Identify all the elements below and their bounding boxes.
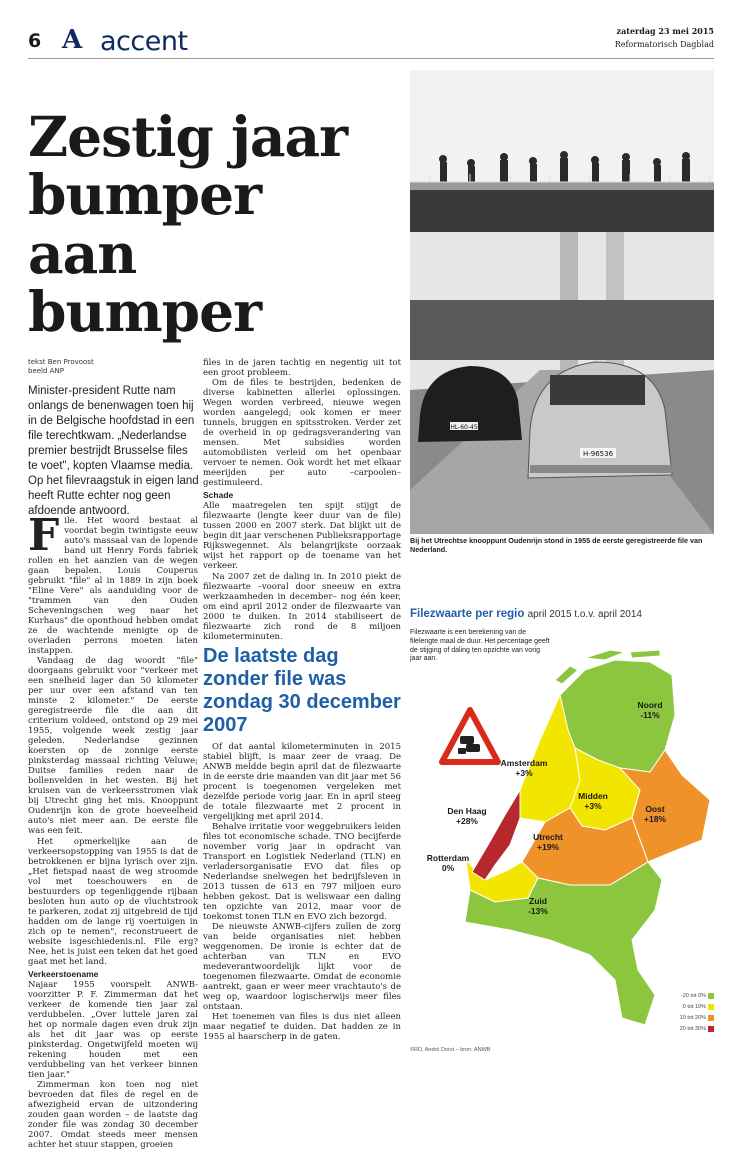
subheading: Verkeerstoename [28, 968, 99, 979]
label-oost-value: +18% [644, 814, 666, 824]
article-headline [28, 104, 398, 344]
label-rotterdam-name: Rotterdam [426, 853, 470, 863]
netherlands-map [410, 640, 714, 1035]
map-svg [410, 640, 714, 1035]
legend-label: 20 tot 30% [679, 1026, 706, 1032]
headline-line: aan [28, 220, 137, 286]
body-paragraph: Alle maatregelen ten spijt stijgt de filezwaarte (lengte keer duur van de file) tussen 2000 en 2007 sterk. Dat blijkt uit de begin dit jaar verschenen Publieksrapportage Rijkswegennet. Als belangrijkste oorzaak wijst het rapport op de toename van het verkeer. [203, 501, 401, 572]
graphic-credit: ©RD, André Dorst – bron: ANWB [410, 1047, 491, 1053]
license-plate-left: HL-60-45 [450, 424, 478, 431]
label-midden-value: +3% [584, 801, 602, 811]
label-amsterdam-value: +3% [515, 768, 533, 778]
body-paragraph: Om de files te bestrijden, bedenken de diverse kabinetten allerlei oplossingen. Wegen worden verbreed, nieuwe wegen worden aangelegd; ook komen er meer tunnels, bruggen en spitsstroken. Verder zet de overheid in op gedragsverandering van mensen. Met subsidies worden automobilisten verleid om het openbaar vervoer te nemen. Ook wordt het met elkaar meerijden per auto –carpoolen– gestimuleerd. [203, 378, 401, 489]
legend-label: 0 tot 10% [682, 1004, 706, 1010]
body-paragraph: Behalve irritatie voor weggebruikers leiden files tot economische schade. TNO becijferde november vorig jaar in opdracht van Transport en Logistiek Nederland (TLN) en verladersorganisatie EVO dat files op Nederlandse snelwegen het bedrijfsleven in 2013 tussen de 613 en 797 miljoen euro hebben gekost. Dat is weliswaar een daling ten opzichte van 2012, maar voor de toekomst tonen TLN en EVO zich bezorgd. [203, 822, 401, 923]
body-column-1 [28, 510, 198, 1150]
legend-swatch [708, 993, 714, 999]
body-paragraph: Of dat aantal kilometerminuten in 2015 stabiel blijft, is maar zeer de vraag. De ANWB meldde begin april dat de filezwaarte in de eerste drie maanden van dit jaar met 56 procent is toegenomen vergeleken met dezelfde periode vorig jaar. En in april steeg de totale filezwaarte met 2 procent in vergelijking met april 2014. [203, 742, 401, 823]
body-paragraph: Zimmerman kon toen nog niet bevroeden dat files de regel en de afwezigheid ervan de uitzondering zouden gaan worden – de laatste dag zonder file was zondag 30 december 2007. Omdat steeds meer mensen achter het stuur stappen, groeien [28, 1080, 198, 1150]
label-amsterdam-name: Amsterdam [500, 758, 548, 768]
article-intro: Minister-president Rutte nam onlangs de benenwagen toen hij in de Belgische hoofdstad in een file terechtkwam. „Nederlandse premier bestrijdt Brusselse files te voet", kopten Vlaamse media. Op het filevraagstuk in eigen land heeft Rutte echter nog geen afdoende antwoord. [28, 385, 199, 517]
traffic-jam-warning-icon [442, 710, 498, 762]
label-zuid-name: Zuid [529, 896, 547, 906]
legend-swatch [708, 1026, 714, 1032]
graphic-subtitle: april 2015 t.o.v. april 2014 [527, 609, 642, 620]
license-plate-right: H-96536 [582, 450, 614, 458]
headline-line: Zestig jaar [28, 104, 348, 169]
pull-quote: De laatste dag zonder file was zondag 30 december 2007 [203, 645, 401, 736]
graphic-description: Filezwaarte is een berekening van de filelengte maal de duur. Het percentage geeft de stijging of daling ten opzichte van vorig jaar aan. [410, 629, 550, 663]
body-paragraph: Het opmerkelijke aan de verkeersopstopping van 1955 is dat de betrokkenen er bijna lyrisch over zijn. „Het fietspad naast de weg stroomde vol met toeschouwers en de bestuurders op tegenliggende rijbaan besloten hun auto op de vluchtstrook te parkeren, zodat zij uitgebreid de tijd hadden om de lange rij voertuigen in zich op te nemen", reconstrueert de website isgeschiedenis.nl. File erg? Nee, het is juist een teken dat het goed gaat met het land. [28, 836, 198, 967]
body-paragraph: Het toenemen van files is dus niet alleen maar negatief te duiden. Dat hadden ze in 1955 al haarscherp in de gaten. [203, 1012, 401, 1043]
photo-illustration [410, 70, 714, 534]
legend-label: -20 tot 0% [680, 993, 706, 999]
newspaper-name: Reformatorisch Dagblad [614, 40, 714, 49]
header-rule [28, 58, 714, 59]
label-den-haag-value: +28% [456, 816, 478, 826]
label-zuid-value: -13% [528, 906, 548, 916]
section-title: accent [100, 26, 188, 57]
photo-caption: Bij het Utrechtse knooppunt Oudenrijn stond in 1955 de eerste geregistreerde file van Nederland. [410, 536, 703, 555]
region-den-haag [472, 790, 520, 880]
issue-date: zaterdag 23 mei 2015 [616, 26, 714, 36]
body-paragraph: Vandaag de dag woordt "file" doorgaans gebruikt voor "verkeer met een snelheid lager dan 50 kilometer per uur over een afstand van ten minste 2 kilometer." De eerste geregistreerde file die aan dit criterium voldeed, ontstond op 29 mei 1955, volgende week zestig jaar geleden. Nederlandse gezinnen koersten op de zonnige eerste pinksterdag massaal richting Veluwe; Duitse families reden naar de bollenvelden in het westen. Bij het kruisen van de verkeersstromen vlak bij Utrecht ging het mis. Knooppunt Oudenrijn kon de grote hoeveelheid auto's niet meer aan. De eerste file was een feit. [28, 656, 198, 837]
body-paragraph: ile. Het woord bestaat al voordat begin twintigste eeuw auto's massaal van de lopende band uit Henry Fords fabriek rollen en het aanzien van de wegen gaan bepalen. Louis Couperus gebruikt "file" al in 1889 in zijn boek "Eline Vere" als aanduiding voor de "trammen van den Ouden Scheveningschen weg naar het Kurhaus" die oponthoud hebben omdat ze de wachtende menigte op de overladen perrons moeten laten instappen. [28, 516, 198, 657]
legend-swatch [708, 1015, 714, 1021]
article-photo [410, 70, 714, 534]
photo-credit: beeld ANP [28, 367, 64, 375]
label-den-haag-name: Den Haag [447, 806, 487, 816]
legend-swatch [708, 1004, 714, 1010]
label-noord-name: Noord [637, 700, 663, 710]
headline-line: bumper [28, 278, 262, 344]
label-noord-value: -11% [640, 710, 660, 720]
label-oost-name: Oost [645, 804, 665, 814]
label-midden-name: Midden [578, 791, 608, 801]
headline-line: bumper [28, 162, 262, 228]
drop-cap: F [28, 510, 60, 561]
body-paragraph: Najaar 1955 voorspelt ANWB-voorzitter P. F. Zimmerman dat het verkeer de komende tien jaar zal verdubbelen. „Over luttele jaren zal het op normale dagen even druk zijn als het dit jaar was op eerste pinksterdag. Ongetwijfeld moeten wij rekening houden met een verdubbeling van het verkeer binnen tien jaar." [28, 979, 198, 1081]
text-credit: tekst Ben Provoost [28, 358, 94, 366]
page-number: 6 [28, 30, 42, 52]
label-rotterdam-value: 0% [441, 863, 455, 873]
subheading: Schade [203, 490, 234, 501]
label-utrecht-value: +19% [537, 842, 559, 852]
body-paragraph: files in de jaren tachtig en negentig uit tot een groot probleem. [203, 358, 401, 379]
body-paragraph: Na 2007 zet de daling in. In 2010 piekt de filezwaarte –vooral door sneeuw en extra werkzaamheden in december– nog één keer, om eind april 2012 onder de filezwaarte van 2000 te duiken. In 2014 stabiliseert de filezwaarte zich rond de 8 miljoen kilometerminuten. [203, 571, 401, 642]
label-utrecht-name: Utrecht [533, 832, 563, 842]
body-paragraph: De nieuwste ANWB-cijfers zullen de zorg van beide organisaties niet hebben weggenomen. De ironie is echter dat de achterban van TLN en EVO medeverantwoordelijk lijkt voor de toegenomen filezwaarte. Omdat de economie aantrekt, gaan er weer meer vrachtauto's de weg op, waardoor logischerwijs meer files ontstaan. [203, 922, 401, 1013]
graphic-title [410, 608, 642, 620]
body-column-2-bottom [203, 742, 401, 1042]
body-column-2-top [203, 358, 401, 642]
legend-label: 10 tot 20% [679, 1015, 706, 1021]
newspaper-logo: A [62, 25, 83, 55]
graphic-title-text: Filezwaarte per regio [410, 608, 525, 620]
